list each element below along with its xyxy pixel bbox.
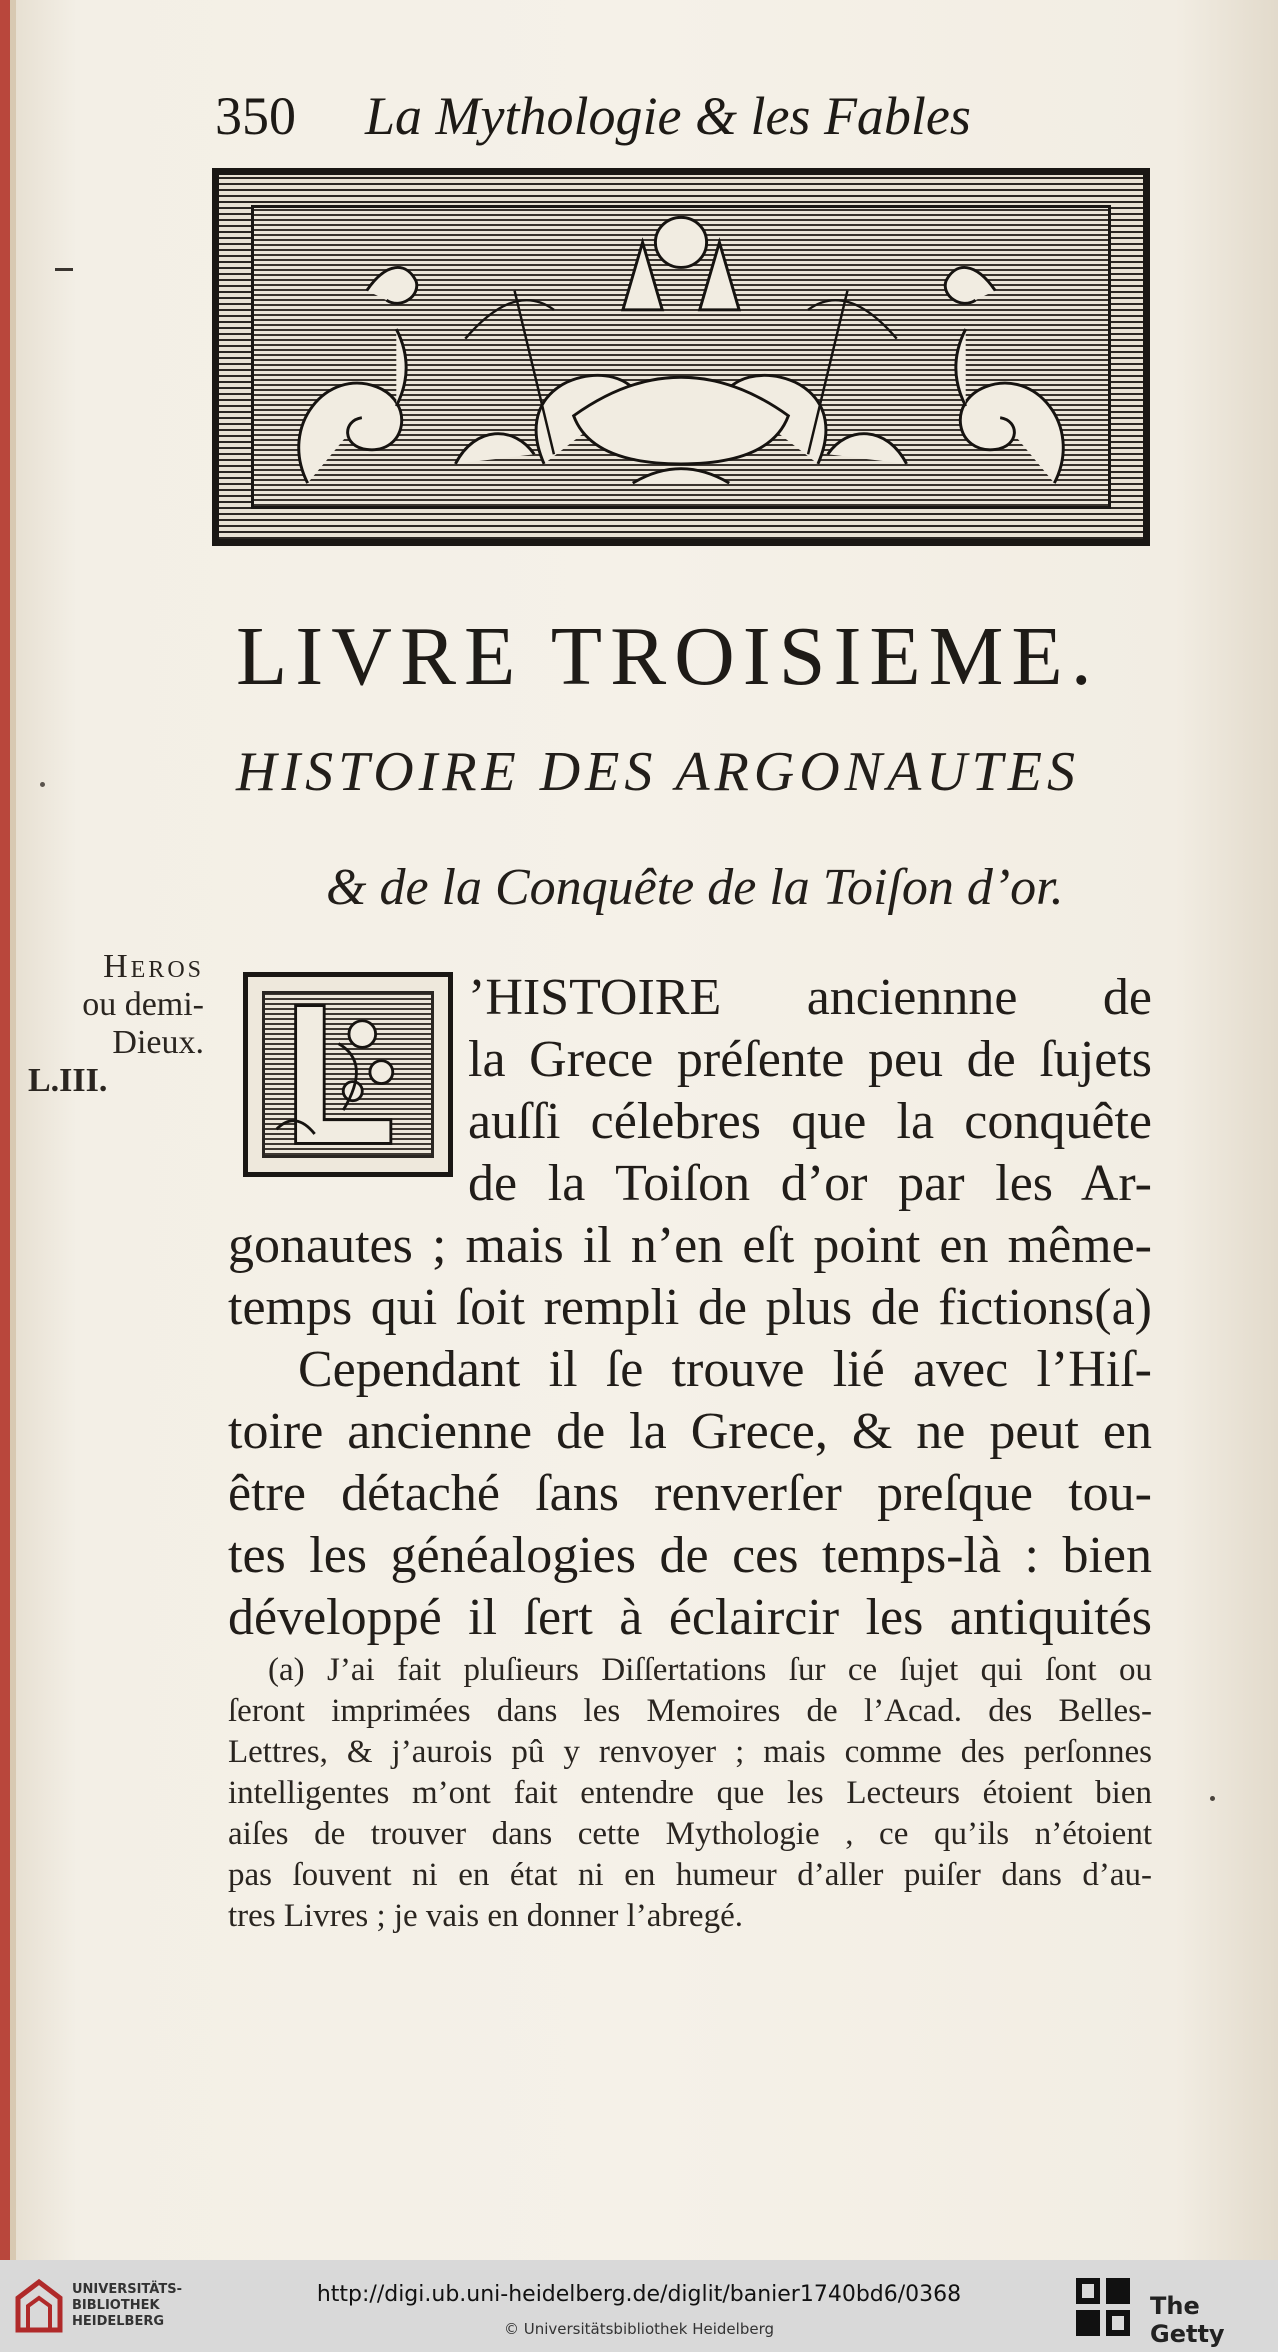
institution-name: UNIVERSITÄTS- BIBLIOTHEK HEIDELBERG [72, 2282, 182, 2329]
source-url-link[interactable]: http://digi.ub.uni-heidelberg.de/diglit/banier1740bd6/0368 [316, 2282, 962, 2307]
body-line: être détaché ſans renverſer preſque tou- [228, 1465, 1152, 1522]
marginal-note-line: L.III. [28, 1062, 108, 1099]
ink-speck [1210, 1796, 1215, 1801]
scrollwork-ornament-icon [219, 175, 1143, 539]
body-line: développé il ſert à éclaircir les antiquités [228, 1589, 1152, 1646]
body-line: de la Toiſon d’or par les Ar- [468, 1155, 1152, 1212]
footnote-line: tres Livres ; je vais en donner l’abregé. [228, 1898, 743, 1934]
footnote-line: Lettres, & j’aurois pû y renvoyer ; mais comme des perſonnes [228, 1734, 1152, 1770]
margin-dash [55, 268, 73, 271]
footnote-line: intelligentes m’ont fait entendre que les Lecteurs étoient bien [228, 1775, 1152, 1811]
ink-speck [40, 782, 45, 787]
footnote-line: pas ſouvent ni en état ni en humeur d’aller puiſer dans d’au- [228, 1857, 1152, 1893]
marginal-note-line: Heros [103, 948, 204, 985]
section-subtitle: & de la Conquête de la Toiſon d’or. [326, 859, 1064, 916]
page-edge [0, 0, 10, 2260]
body-line: auſſi célebres que la conquête [468, 1093, 1152, 1150]
copyright-notice: © Universitätsbibliothek Heidelberg [503, 2320, 774, 2338]
getty-logo-icon [1074, 2276, 1132, 2338]
footnote-line: (a) J’ai fait pluſieurs Diſſertations ſur ce ſujet qui ſont ou [268, 1652, 1152, 1688]
page-edge-shadow [10, 0, 16, 2260]
body-line: gonautes ; mais il n’en eſt point en même- [228, 1217, 1152, 1274]
body-line: temps qui ſoit rempli de plus de fictions(a) [228, 1279, 1152, 1336]
body-line: Cependant il ſe trouve lié avec l’Hiſ- [298, 1341, 1152, 1398]
running-title: La Mythologie & les Fables [365, 86, 971, 146]
ornamental-headpiece [212, 168, 1150, 546]
footnote-line: ſeront imprimées dans les Memoires de l’Acad. des Belles- [228, 1693, 1152, 1729]
marginal-note [24, 948, 204, 1100]
body-line: toire ancienne de la Grece, & ne peut en [228, 1403, 1152, 1460]
running-head [215, 85, 1015, 155]
marginal-note-line: Dieux. [112, 1024, 204, 1061]
footer-bar [0, 2260, 1278, 2352]
decorated-initial [243, 972, 453, 1177]
footnote-line: aiſes de trouver dans cette Mythologie , ce qu’ils n’étoient [228, 1816, 1152, 1852]
section-title: HISTOIRE DES ARGONAUTES [236, 741, 1081, 803]
book-title: LIVRE TROISIEME. [236, 610, 1100, 703]
marginal-note-line: ou demi- [82, 986, 204, 1023]
body-line: la Grece préſente peu de ſujets [468, 1031, 1152, 1088]
page-number: 350 [215, 86, 296, 146]
initial-letter-l-icon [248, 977, 448, 1172]
body-line: tes les généalogies de ces temps-là : bien [228, 1527, 1152, 1584]
partner-name: The Getty [1150, 2292, 1225, 2348]
body-line: ’HISTOIRE anciennne de [468, 969, 1152, 1026]
